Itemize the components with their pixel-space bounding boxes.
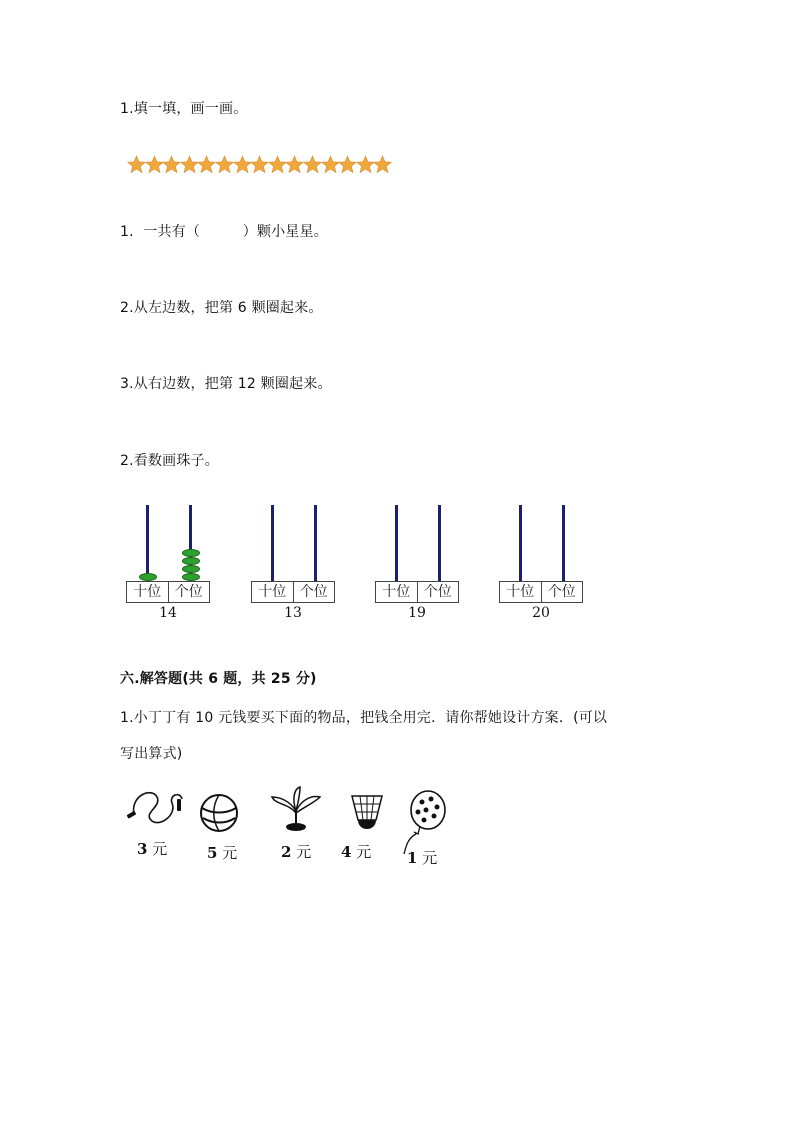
ones-label: 个位 [541,582,583,602]
star-icon [162,155,181,174]
abacus [126,505,216,620]
bead [182,557,200,565]
star-icon [303,155,322,174]
price-shuttlecock: 4 元 [341,843,372,861]
price-ball: 5 元 [207,844,238,862]
tens-label: 十位 [382,584,411,600]
bead [182,565,200,573]
star-icon [250,155,269,174]
question-circle-right: 3.从右边数，把第 12 颗圈起来。 [120,376,332,392]
abacus-number: 14 [159,605,177,621]
place-value-box [375,581,459,603]
bead [182,549,200,557]
star-icon [215,155,234,174]
tens-rod [146,505,149,581]
question-money-line2: 写出算式) [120,746,183,762]
section-heading-answers: 六.解答题(共 6 题，共 25 分) [120,671,317,687]
star-icon [285,155,304,174]
ones-rod [314,505,317,581]
star-icon [145,155,164,174]
question-money-line1: 1.小丁丁有 10 元钱要买下面的物品，把钱全用完．请你帮她设计方案．(可以 [120,710,608,726]
pinwheel-toy-icon [268,785,324,835]
abacus [499,505,589,620]
star-icon [127,155,146,174]
ones-label: 个位 [417,582,459,602]
abacus [251,505,341,620]
tens-label: 十位 [133,584,162,600]
question-star-count: 1．一共有（ ）颗小星星。 [120,224,328,240]
ones-label: 个位 [293,582,335,602]
place-value-box [126,581,210,603]
tens-rod [271,505,274,581]
ones-rod [438,505,441,581]
ones-rod [562,505,565,581]
jump-rope-icon [122,785,192,835]
abacus-number: 19 [408,605,426,621]
abacus-number: 20 [532,605,550,621]
question-circle-left: 2.从左边数，把第 6 颗圈起来。 [120,300,323,316]
star-icon [321,155,340,174]
tens-label: 十位 [506,584,535,600]
star-icon [338,155,357,174]
tens-rod [519,505,522,581]
place-value-box [251,581,335,603]
star-icon [373,155,392,174]
star-icon [197,155,216,174]
tens-label: 十位 [258,584,287,600]
abacus [375,505,465,620]
star-icon [180,155,199,174]
question-title-fill-draw: 1.填一填，画一画。 [120,101,248,117]
question-title-draw-beads: 2.看数画珠子。 [120,453,219,469]
star-icon [233,155,252,174]
bead [182,573,200,581]
shuttlecock-icon [348,790,388,836]
place-value-box [499,581,583,603]
bead [139,573,157,581]
star-icon [356,155,375,174]
ones-label: 个位 [168,582,210,602]
star-icon [268,155,287,174]
price-pinwheel-toy: 2 元 [281,843,312,861]
tens-rod [395,505,398,581]
ball-icon [198,792,240,834]
price-balloon: 1 元 [407,849,438,867]
price-jump-rope: 3 元 [137,840,168,858]
abacus-number: 13 [284,605,302,621]
